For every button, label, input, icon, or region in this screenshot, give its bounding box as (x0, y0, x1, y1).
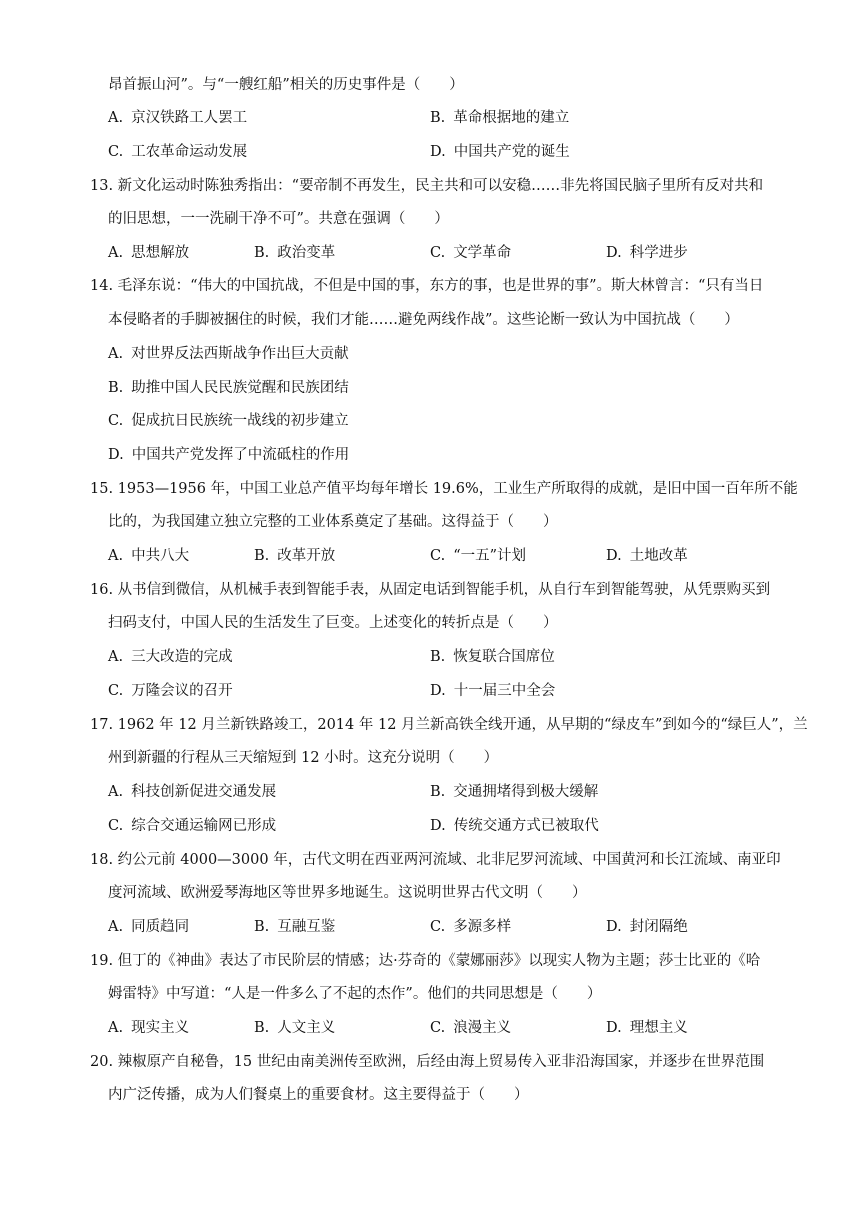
q14-option-d[interactable]: D. 中国共产党发挥了中流砥柱的作用 (108, 447, 350, 463)
q17-option-c[interactable]: C. 综合交通运输网已形成 (108, 818, 277, 834)
q15-options-row (0, 539, 860, 573)
q13-stem-line-2: 的旧思想，一一洗刷干净不可”。共意在强调（ ） (108, 211, 449, 227)
q14-stem-line-1: 14. 毛泽东说：“伟大的中国抗战，不但是中国的事，东方的事，也是世界的事”。斯大林曾言：“只有当日 (90, 278, 764, 294)
q14-option-c[interactable]: C. 促成抗日民族统一战线的初步建立 (108, 413, 349, 429)
q12-stem: 昂首振山河”。与“一艘红船”相关的历史事件是（ ） (108, 77, 464, 93)
q13-option-a[interactable]: A. 思想解放 (108, 245, 190, 261)
q17-option-a[interactable]: A. 科技创新促进交通发展 (108, 784, 277, 800)
q16-options-row-2 (0, 674, 860, 708)
q12-option-c[interactable]: C. 工农革命运动发展 (108, 144, 248, 160)
q19-option-b[interactable]: B. 人文主义 (254, 1020, 336, 1036)
q18-stem-line-2: 度河流域、欧洲爱琴海地区等世界多地诞生。这说明世界古代文明（ ） (108, 885, 587, 901)
q14-option-b[interactable]: B. 助推中国人民民族觉醒和民族团结 (108, 380, 349, 396)
q20-stem-line-1: 20. 辣椒原产自秘鲁，15 世纪由南美洲传至欧洲，后经由海上贸易传入亚非沿海国家，并逐步在世界范围 (90, 1054, 765, 1070)
q15-option-a[interactable]: A. 中共八大 (108, 548, 190, 564)
q15-option-b[interactable]: B. 改革开放 (254, 548, 336, 564)
q16-option-a[interactable]: A. 三大改造的完成 (108, 649, 233, 665)
q14-option-a-row (0, 337, 860, 371)
q17-stem-line-2: 州到新疆的行程从三天缩短到 12 小时。这充分说明（ ） (108, 750, 499, 766)
q15-stem-line-1: 15. 1953—1956 年，中国工业总产值平均每年增长 19.6%，工业生产所取得的成就，是旧中国一百年所不能 (90, 481, 798, 497)
q16-options-row-1 (0, 640, 860, 674)
q16-stem-line-1: 16. 从书信到微信，从机械手表到智能手表，从固定电话到智能手机，从自行车到智能驾驶，从凭票购买到 (90, 582, 771, 598)
q14-option-a[interactable]: A. 对世界反法西斯战争作出巨大贡献 (108, 346, 349, 362)
q17-options-row-2 (0, 809, 860, 843)
q19-stem-line-2: 姆雷特》中写道：“人是一件多么了不起的杰作”。他们的共同思想是（ ） (108, 986, 602, 1002)
q15-option-d[interactable]: D. 土地改革 (606, 548, 688, 564)
q19-option-c[interactable]: C. 浪漫主义 (430, 1020, 512, 1036)
q13-option-c[interactable]: C. 文学革命 (430, 245, 512, 261)
q14-option-c-row (0, 404, 860, 438)
q20-stem-line-2: 内广泛传播，成为人们餐桌上的重要食材。这主要得益于（ ） (108, 1087, 529, 1103)
q18-option-a[interactable]: A. 同质趋同 (108, 919, 190, 935)
q17-option-b[interactable]: B. 交通拥堵得到极大缓解 (430, 784, 599, 800)
q16-option-d[interactable]: D. 十一届三中全会 (430, 683, 556, 699)
q17-options-row-1 (0, 775, 860, 809)
q12-option-b[interactable]: B. 革命根据地的建立 (430, 110, 570, 126)
q12-options-row-1 (0, 101, 860, 135)
q13-option-d[interactable]: D. 科学进步 (606, 245, 688, 261)
q12-options-row-2 (0, 135, 860, 169)
q13-option-b[interactable]: B. 政治变革 (254, 245, 336, 261)
q18-option-c[interactable]: C. 多源多样 (430, 919, 512, 935)
q15-stem-line-2: 比的，为我国建立独立完整的工业体系奠定了基础。这得益于（ ） (108, 514, 558, 530)
q17-stem-line-1: 17. 1962 年 12 月兰新铁路竣工，2014 年 12 月兰新高铁全线开通，从早期的“绿皮车”到如今的“绿巨人”，兰 (90, 717, 808, 733)
q18-options-row (0, 910, 860, 944)
q15-option-c[interactable]: C. “一五”计划 (430, 548, 527, 564)
q13-stem-line-1: 13. 新文化运动时陈独秀指出：“要帝制不再发生，民主共和可以安稳……非先将国民脑子里所有反对共和 (90, 178, 764, 194)
q16-option-b[interactable]: B. 恢复联合国席位 (430, 649, 555, 665)
q19-option-d[interactable]: D. 理想主义 (606, 1020, 688, 1036)
q18-option-b[interactable]: B. 互融互鉴 (254, 919, 336, 935)
q16-option-c[interactable]: C. 万隆会议的召开 (108, 683, 233, 699)
q19-stem-line-1: 19. 但丁的《神曲》表达了市民阶层的情感；达·芬奇的《蒙娜丽莎》以现实人物为主题；莎士比亚的《哈 (90, 953, 761, 969)
q12-option-a[interactable]: A. 京汉铁路工人罢工 (108, 110, 248, 126)
q16-stem-line-2: 扫码支付，中国人民的生活发生了巨变。上述变化的转折点是（ ） (108, 615, 558, 631)
q12-option-d[interactable]: D. 中国共产党的诞生 (430, 144, 570, 160)
q13-options-row (0, 236, 860, 270)
q19-options-row (0, 1011, 860, 1045)
q18-option-d[interactable]: D. 封闭隔绝 (606, 919, 688, 935)
q14-option-d-row (0, 438, 860, 472)
q18-stem-line-1: 18. 约公元前 4000—3000 年，古代文明在西亚两河流域、北非尼罗河流域、中国黄河和长江流域、南亚印 (90, 852, 781, 868)
q14-option-b-row (0, 371, 860, 405)
q17-option-d[interactable]: D. 传统交通方式已被取代 (430, 818, 599, 834)
q19-option-a[interactable]: A. 现实主义 (108, 1020, 190, 1036)
q14-stem-line-2: 本侵略者的手脚被捆住的时候，我们才能……避免两线作战”。这些论断一致认为中国抗战（ ） (108, 312, 739, 328)
